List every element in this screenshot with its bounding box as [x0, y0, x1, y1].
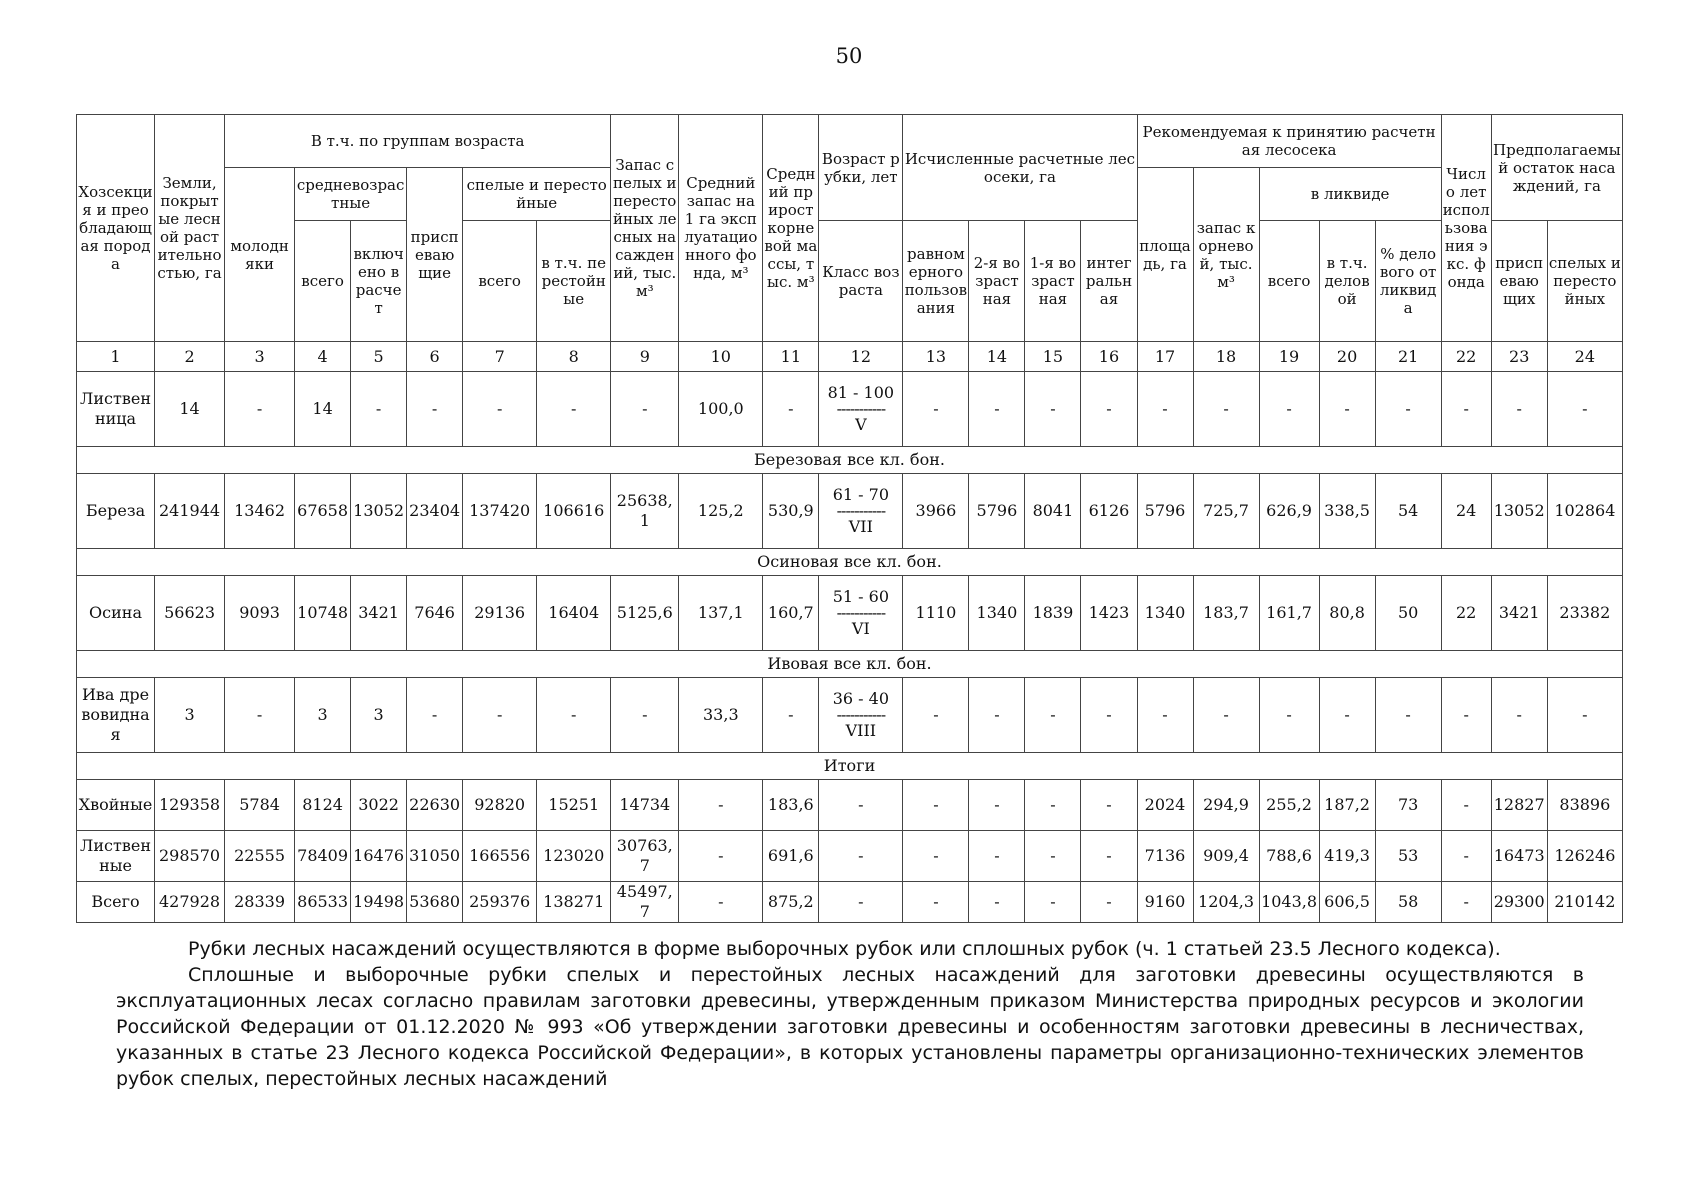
table-cell: 5796 — [969, 474, 1025, 549]
column-number: 4 — [295, 342, 351, 372]
table-cell: 2024 — [1137, 780, 1193, 831]
body-text — [116, 936, 1584, 1092]
table-cell: 80,8 — [1319, 576, 1375, 651]
table-cell: 725,7 — [1193, 474, 1259, 549]
table-cell: - — [1375, 678, 1441, 753]
table-row — [77, 474, 1623, 549]
table-cell: 788,6 — [1259, 831, 1319, 882]
table-cell: - — [763, 372, 819, 447]
table-cell: 166556 — [463, 831, 537, 882]
column-number: 5 — [351, 342, 407, 372]
age-divider: ----------- — [836, 501, 886, 520]
header-mature-total: всего — [463, 221, 537, 342]
row-label: Осина — [77, 576, 155, 651]
table-cell: - — [1441, 372, 1491, 447]
table-cell: - — [407, 678, 463, 753]
header-remaining-maturing: приспевающих — [1491, 221, 1547, 342]
column-number: 12 — [819, 342, 903, 372]
felling-age: 36 - 40 — [832, 689, 889, 708]
header-age-class: Класс возраста — [819, 221, 903, 342]
table-cell: - — [1319, 372, 1375, 447]
table-cell: 16404 — [537, 576, 611, 651]
table-cell: 13052 — [351, 474, 407, 549]
table-cell: - — [1259, 372, 1319, 447]
felling-age: 61 - 70 — [832, 485, 889, 504]
table-cell: - — [1547, 372, 1622, 447]
table-cell: 138271 — [537, 882, 611, 923]
table-cell: - — [903, 372, 969, 447]
table-cell: 78409 — [295, 831, 351, 882]
table-cell: - — [969, 678, 1025, 753]
table-cell: - — [1025, 780, 1081, 831]
column-number: 13 — [903, 342, 969, 372]
table-cell: - — [611, 678, 679, 753]
table-cell: 25638,1 — [611, 474, 679, 549]
table-cell: 24 — [1441, 474, 1491, 549]
table-cell: 8124 — [295, 780, 351, 831]
table-cell: - — [903, 882, 969, 923]
table-cell: - — [1193, 372, 1259, 447]
section-row — [77, 447, 1623, 474]
table-cell: 3 — [155, 678, 225, 753]
table-cell: 3421 — [351, 576, 407, 651]
table-cell: 31050 — [407, 831, 463, 882]
column-number-row — [77, 342, 1623, 372]
column-number: 22 — [1441, 342, 1491, 372]
table-cell: 54 — [1375, 474, 1441, 549]
table-cell: 3 — [351, 678, 407, 753]
table-cell: 50 — [1375, 576, 1441, 651]
table-cell: 3 — [295, 678, 351, 753]
table-cell: - — [819, 831, 903, 882]
table-cell: 92820 — [463, 780, 537, 831]
table-cell: 45497,7 — [611, 882, 679, 923]
header-uniform-use: равномерного пользования — [903, 221, 969, 342]
table-cell: 53680 — [407, 882, 463, 923]
table-cell: 129358 — [155, 780, 225, 831]
header-years-of-use: Число лет использования экс. фонда — [1441, 115, 1491, 342]
table-cell: 86533 — [295, 882, 351, 923]
age-cell — [819, 576, 903, 651]
table-cell: 106616 — [537, 474, 611, 549]
table-cell: 3966 — [903, 474, 969, 549]
paragraph-felling-forms: Рубки лесных насаждений осуществляются в форме выборочных рубок или сплошных рубок (ч. 1 статьей 23.5 Лесного кодекса). — [188, 938, 1501, 960]
table-cell: - — [1259, 678, 1319, 753]
table-cell: 12827 — [1491, 780, 1547, 831]
table-cell: - — [1441, 882, 1491, 923]
header-liquid-total: всего — [1259, 221, 1319, 342]
table-cell: - — [1025, 678, 1081, 753]
table-cell: 9160 — [1137, 882, 1193, 923]
table-cell: 338,5 — [1319, 474, 1375, 549]
section-row — [77, 549, 1623, 576]
header-integral: интегральная — [1081, 221, 1137, 342]
header-felling-age: Возраст рубки, лет — [819, 115, 903, 221]
section-row — [77, 651, 1623, 678]
table-cell: 14 — [295, 372, 351, 447]
table-cell: - — [819, 780, 903, 831]
table-cell: 427928 — [155, 882, 225, 923]
table-cell: - — [1441, 780, 1491, 831]
table-cell: 7136 — [1137, 831, 1193, 882]
table-cell: 1340 — [1137, 576, 1193, 651]
header-mid-included: включено в расчет — [351, 221, 407, 342]
header-root-stock: запас корневой, тыс. м³ — [1193, 168, 1259, 342]
column-number: 9 — [611, 342, 679, 372]
column-number: 16 — [1081, 342, 1137, 372]
table-cell: 691,6 — [763, 831, 819, 882]
table-cell: - — [1081, 780, 1137, 831]
table-cell: 137,1 — [679, 576, 763, 651]
header-second-age: 2-я возрастная — [969, 221, 1025, 342]
header-liquid-business: в т.ч. деловой — [1319, 221, 1375, 342]
table-cell: 28339 — [225, 882, 295, 923]
table-cell: 22 — [1441, 576, 1491, 651]
column-number: 20 — [1319, 342, 1375, 372]
table-cell: 1110 — [903, 576, 969, 651]
age-class: VII — [848, 517, 873, 536]
column-number: 23 — [1491, 342, 1547, 372]
table-row — [77, 780, 1623, 831]
table-row — [77, 831, 1623, 882]
row-label: Ива древовидная — [77, 678, 155, 753]
column-number: 21 — [1375, 342, 1441, 372]
table-cell: - — [463, 678, 537, 753]
table-cell: 6126 — [1081, 474, 1137, 549]
header-mature-overmature: спелые и перестойные — [463, 168, 611, 221]
table-row — [77, 372, 1623, 447]
table-cell: 29300 — [1491, 882, 1547, 923]
table-cell: 29136 — [463, 576, 537, 651]
table-cell: - — [969, 831, 1025, 882]
table-cell: - — [407, 372, 463, 447]
header-holding-species: Хозсекция и преобладающая порода — [77, 115, 155, 342]
table-cell: 14 — [155, 372, 225, 447]
column-number: 7 — [463, 342, 537, 372]
table-cell: 30763,7 — [611, 831, 679, 882]
table-cell: - — [1137, 372, 1193, 447]
header-avg-growth: Средний прирост корневой массы, тыс. м³ — [763, 115, 819, 342]
table-cell: - — [1137, 678, 1193, 753]
table-cell: 161,7 — [1259, 576, 1319, 651]
table-cell: 3022 — [351, 780, 407, 831]
table-cell: - — [1193, 678, 1259, 753]
table-cell: 241944 — [155, 474, 225, 549]
column-number: 2 — [155, 342, 225, 372]
column-number: 18 — [1193, 342, 1259, 372]
table-cell: 22630 — [407, 780, 463, 831]
page-number: 50 — [835, 44, 863, 68]
header-avg-stock: Средний запас на 1 га эксплуатационного фонда, м³ — [679, 115, 763, 342]
age-class: VIII — [845, 721, 877, 740]
table-cell: - — [1319, 678, 1375, 753]
table-cell: - — [1491, 372, 1547, 447]
table-cell: - — [1081, 882, 1137, 923]
table-cell: 102864 — [1547, 474, 1622, 549]
header-first-age: 1-я возрастная — [1025, 221, 1081, 342]
column-number: 6 — [407, 342, 463, 372]
column-number: 15 — [1025, 342, 1081, 372]
table-cell: 126246 — [1547, 831, 1622, 882]
table-cell: - — [611, 372, 679, 447]
column-number: 1 — [77, 342, 155, 372]
row-label: Хвойные — [77, 780, 155, 831]
table-cell: - — [969, 372, 1025, 447]
forest-table — [76, 114, 1623, 923]
age-divider: ----------- — [836, 705, 886, 724]
table-cell: 626,9 — [1259, 474, 1319, 549]
table-body — [77, 372, 1623, 923]
table-row — [77, 576, 1623, 651]
table-cell: - — [225, 678, 295, 753]
table-cell: 13052 — [1491, 474, 1547, 549]
table-cell: 7646 — [407, 576, 463, 651]
table-cell: - — [679, 882, 763, 923]
table-cell: - — [537, 678, 611, 753]
table-cell: 23404 — [407, 474, 463, 549]
header-recommended-cutting: Рекомендуемая к принятию расчетная лесосека — [1137, 115, 1441, 168]
table-cell: - — [1025, 372, 1081, 447]
section-label: Ивовая все кл. бон. — [77, 651, 1623, 678]
header-maturing: приспевающие — [407, 168, 463, 342]
table-cell: - — [1025, 882, 1081, 923]
table-cell: 255,2 — [1259, 780, 1319, 831]
table-cell: - — [903, 678, 969, 753]
table-cell: 22555 — [225, 831, 295, 882]
table-cell: 23382 — [1547, 576, 1622, 651]
table-cell: 1204,3 — [1193, 882, 1259, 923]
column-number: 8 — [537, 342, 611, 372]
column-number: 10 — [679, 342, 763, 372]
table-cell: 73 — [1375, 780, 1441, 831]
table-cell: 123020 — [537, 831, 611, 882]
table-cell: - — [463, 372, 537, 447]
table-cell: 160,7 — [763, 576, 819, 651]
table-cell: 1423 — [1081, 576, 1137, 651]
table-cell: 67658 — [295, 474, 351, 549]
table-cell: - — [763, 678, 819, 753]
column-number: 24 — [1547, 342, 1622, 372]
header-remaining-stands: Предполагаемый остаток насаждений, га — [1491, 115, 1622, 221]
column-number: 17 — [1137, 342, 1193, 372]
table-cell: 100,0 — [679, 372, 763, 447]
table-cell: - — [1375, 372, 1441, 447]
header-young: молодняки — [225, 168, 295, 342]
column-number: 19 — [1259, 342, 1319, 372]
table-cell: 530,9 — [763, 474, 819, 549]
header-business-percent: % делового от ликвида — [1375, 221, 1441, 342]
table-cell: 9093 — [225, 576, 295, 651]
table-cell: 14734 — [611, 780, 679, 831]
header-overmature: в т.ч. перестойные — [537, 221, 611, 342]
table-cell: 33,3 — [679, 678, 763, 753]
section-label: Березовая все кл. бон. — [77, 447, 1623, 474]
age-cell — [819, 678, 903, 753]
table-cell: 187,2 — [1319, 780, 1375, 831]
table-cell: - — [903, 831, 969, 882]
table-cell: 210142 — [1547, 882, 1622, 923]
header-forested-land: Земли, покрытые лесной растительностью, га — [155, 115, 225, 342]
table-cell: 606,5 — [1319, 882, 1375, 923]
age-divider: ----------- — [836, 603, 886, 622]
header-mature-stock: Запас спелых и перестойных лесных насаждений, тыс. м³ — [611, 115, 679, 342]
felling-age: 51 - 60 — [832, 587, 889, 606]
table-cell: - — [1547, 678, 1622, 753]
table-cell: - — [1081, 831, 1137, 882]
table-cell: 3421 — [1491, 576, 1547, 651]
table-cell: 19498 — [351, 882, 407, 923]
table-cell: - — [1025, 831, 1081, 882]
header-mid-total: всего — [295, 221, 351, 342]
table-cell: - — [969, 780, 1025, 831]
header-age-groups: В т.ч. по группам возраста — [225, 115, 611, 168]
table-cell: 298570 — [155, 831, 225, 882]
table-cell: - — [225, 372, 295, 447]
table-cell: 13462 — [225, 474, 295, 549]
header-remaining-mature: спелых и перестойных — [1547, 221, 1622, 342]
table-cell: 5784 — [225, 780, 295, 831]
age-class: V — [855, 415, 867, 434]
table-cell: 183,6 — [763, 780, 819, 831]
table-cell: - — [819, 882, 903, 923]
paragraph-felling-rules: Сплошные и выборочные рубки спелых и перестойных лесных насаждений для заготовки древесины осуществляются в эксплуатационных лесах согласно правилам заготовки древесины, утвержденным приказом Министерства природных ресурсов и экологии Российской Федерации от 01.12.2020 № 993 «Об утверждении заготовки древесины и особенностям заготовки древесины в лесничествах, указанных в статье 23 Лесного кодекса Российской Федерации», в которых установлены параметры организационно-технических элементов рубок спелых, перестойных лесных насаждений — [116, 964, 1584, 1090]
felling-age: 81 - 100 — [827, 383, 895, 402]
table-cell: - — [1441, 831, 1491, 882]
table-cell: - — [679, 831, 763, 882]
table-cell: 1043,8 — [1259, 882, 1319, 923]
age-class: VI — [851, 619, 870, 638]
row-label: Лиственница — [77, 372, 155, 447]
table-cell: 53 — [1375, 831, 1441, 882]
section-row — [77, 753, 1623, 780]
table-cell: - — [537, 372, 611, 447]
row-label: Всего — [77, 882, 155, 923]
table-cell: - — [1491, 678, 1547, 753]
table-cell: 294,9 — [1193, 780, 1259, 831]
row-label: Береза — [77, 474, 155, 549]
table-cell: - — [1441, 678, 1491, 753]
header-liquid: в ликвиде — [1259, 168, 1441, 221]
table-cell: 137420 — [463, 474, 537, 549]
column-number: 3 — [225, 342, 295, 372]
header-area: площадь, га — [1137, 168, 1193, 342]
header-middle-aged: средневозрастные — [295, 168, 407, 221]
table-cell: 183,7 — [1193, 576, 1259, 651]
table-cell: 1340 — [969, 576, 1025, 651]
table-cell: 125,2 — [679, 474, 763, 549]
section-label: Осиновая все кл. бон. — [77, 549, 1623, 576]
table-cell: - — [1081, 678, 1137, 753]
age-divider: ----------- — [836, 399, 886, 418]
table-cell: - — [903, 780, 969, 831]
table-cell: 909,4 — [1193, 831, 1259, 882]
table-cell: 8041 — [1025, 474, 1081, 549]
table-cell: - — [969, 882, 1025, 923]
table-cell: 15251 — [537, 780, 611, 831]
table-cell: 419,3 — [1319, 831, 1375, 882]
age-cell — [819, 474, 903, 549]
table-cell: 16473 — [1491, 831, 1547, 882]
table-cell: - — [351, 372, 407, 447]
table-cell: - — [679, 780, 763, 831]
table-cell: 83896 — [1547, 780, 1622, 831]
table-cell: 5796 — [1137, 474, 1193, 549]
table-cell: 16476 — [351, 831, 407, 882]
table-cell: 5125,6 — [611, 576, 679, 651]
table-row — [77, 678, 1623, 753]
table-cell: 259376 — [463, 882, 537, 923]
table-cell: 56623 — [155, 576, 225, 651]
table-cell: 1839 — [1025, 576, 1081, 651]
column-number: 14 — [969, 342, 1025, 372]
table-cell: 58 — [1375, 882, 1441, 923]
table-cell: - — [1081, 372, 1137, 447]
table-cell: 10748 — [295, 576, 351, 651]
row-label: Лиственные — [77, 831, 155, 882]
header-calculated-cutting: Исчисленные расчетные лесосеки, га — [903, 115, 1137, 221]
column-number: 11 — [763, 342, 819, 372]
section-label: Итоги — [77, 753, 1623, 780]
table-row — [77, 882, 1623, 923]
age-cell — [819, 372, 903, 447]
table-cell: 875,2 — [763, 882, 819, 923]
